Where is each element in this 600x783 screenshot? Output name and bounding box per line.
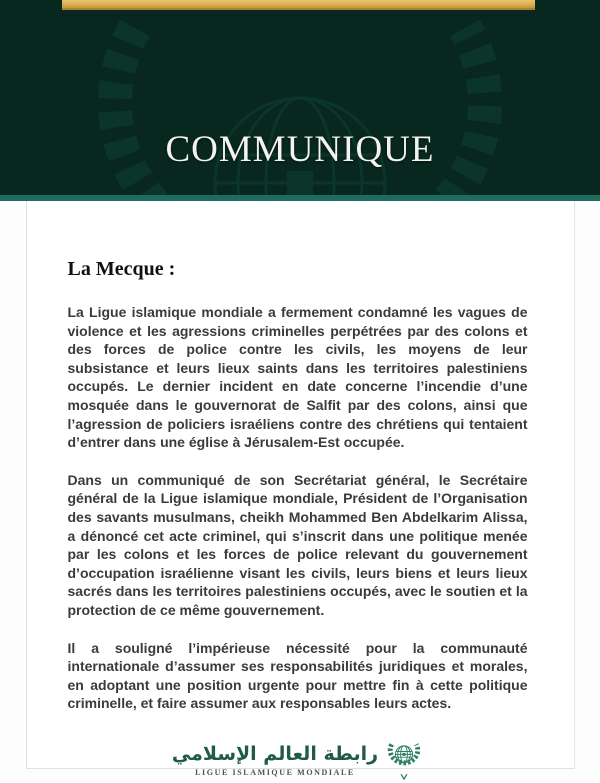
logo-caption: LIGUE ISLAMIQUE MONDIALE: [195, 768, 355, 778]
communique-header: [0, 0, 600, 195]
paragraph-3: Il a souligné l’impérieuse nécessité pour la communauté internationale d’assumer ses responsabilités juridiques et morales, en adoptant une position urgente pour mettre fin à cette politique criminelle, et faire assumer aux responsables leurs actes.: [67, 639, 528, 712]
mwl-emblem-icon: [385, 739, 423, 783]
communique-card: [26, 201, 575, 778]
paragraph-1: La Ligue islamique mondiale a fermement condamné les vagues de violence et les agressions criminelles perpétrées par des colons et des forces de police contre les civils, les moyens de leur subsistance et leurs lieux saints dans les territoires palestiniens occupés. Le dernier incident en date concerne l’incendie d’une mosquée dans le gouvernorat de Salfit par des colons, ainsi que l’agression de policiers israéliens contre des chrétiens qui tentaient d’entrer dans une église à Jérusalem-Est occupée.: [67, 304, 528, 451]
mwl-logo-text: [172, 744, 378, 777]
logo-arabic-calligraphy: رابطة العالم الإسلامي: [171, 743, 379, 766]
communique-title: COMMUNIQUE: [165, 129, 435, 170]
paragraph-2: Dans un communiqué de son Secrétariat général, le Secrétaire général de la Ligue islamique mondiale, Président de l’Organisation des savants musulmans, cheikh Mohammed Ben Abdelkarim Alissa, a dénoncé cet acte criminel, qui s’inscrit dans une politique menée par les colons et les forces de police relevant du gouvernement d’occupation israélienne visant les civils, leurs biens et leurs lieux sacrés dans les territoires palestiniens occupés, avec le soutien et la protection de ce même gouvernement.: [67, 471, 528, 618]
dateline-heading: La Mecque :: [67, 258, 176, 280]
mwl-logo: [68, 739, 528, 783]
